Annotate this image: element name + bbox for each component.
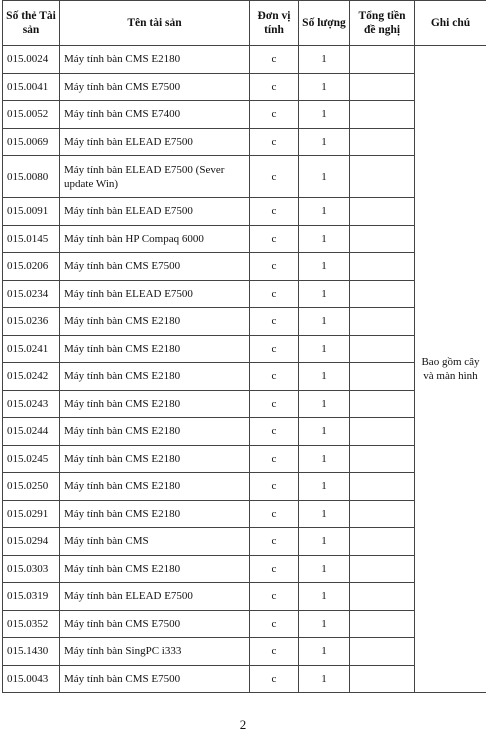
quantity-cell: 1 <box>299 128 350 156</box>
asset-name-cell: Máy tính bàn CMS E7500 <box>60 73 250 101</box>
page-number: 2 <box>239 717 247 732</box>
table-row <box>3 528 486 556</box>
quantity-cell: 1 <box>299 445 350 473</box>
quantity-cell: 1 <box>299 335 350 363</box>
asset-name-cell: Máy tính bàn CMS E7500 <box>60 610 250 638</box>
unit-cell: c <box>250 583 299 611</box>
header-note: Ghi chú <box>415 1 486 46</box>
table-row <box>3 473 486 501</box>
asset-name-cell: Máy tính bàn ELEAD E7500 <box>60 280 250 308</box>
table-row <box>3 665 486 693</box>
total-cell <box>350 308 415 336</box>
asset-code-cell: 015.0319 <box>3 583 60 611</box>
quantity-cell: 1 <box>299 46 350 74</box>
table-row <box>3 198 486 226</box>
table-row <box>3 308 486 336</box>
table-row <box>3 335 486 363</box>
table-row <box>3 156 486 198</box>
total-cell <box>350 610 415 638</box>
asset-code-cell: 015.0206 <box>3 253 60 281</box>
total-cell <box>350 253 415 281</box>
unit-cell: c <box>250 418 299 446</box>
unit-cell: c <box>250 390 299 418</box>
asset-name-cell: Máy tính bàn CMS E2180 <box>60 500 250 528</box>
unit-cell: c <box>250 73 299 101</box>
total-cell <box>350 128 415 156</box>
asset-code-cell: 015.0041 <box>3 73 60 101</box>
asset-code-cell: 015.0291 <box>3 500 60 528</box>
asset-code-cell: 015.0043 <box>3 665 60 693</box>
quantity-cell: 1 <box>299 198 350 226</box>
unit-cell: c <box>250 101 299 129</box>
asset-code-cell: 015.0091 <box>3 198 60 226</box>
asset-name-cell: Máy tính bàn CMS E2180 <box>60 555 250 583</box>
asset-code-cell: 015.0024 <box>3 46 60 74</box>
asset-name-cell: Máy tính bàn ELEAD E7500 <box>60 198 250 226</box>
asset-name-cell: Máy tính bàn CMS E2180 <box>60 418 250 446</box>
total-cell <box>350 390 415 418</box>
total-cell <box>350 418 415 446</box>
asset-name-cell: Máy tính bàn HP Compaq 6000 <box>60 225 250 253</box>
table-row <box>3 445 486 473</box>
quantity-cell: 1 <box>299 73 350 101</box>
quantity-cell: 1 <box>299 280 350 308</box>
header-asset-code: Số thẻ Tài sản <box>3 1 60 46</box>
unit-cell: c <box>250 225 299 253</box>
asset-name-cell: Máy tính bàn CMS E2180 <box>60 46 250 74</box>
asset-code-cell: 015.0303 <box>3 555 60 583</box>
table-row <box>3 225 486 253</box>
asset-code-cell: 015.0250 <box>3 473 60 501</box>
quantity-cell: 1 <box>299 610 350 638</box>
asset-name-cell: Máy tính bàn ELEAD E7500 <box>60 128 250 156</box>
unit-cell: c <box>250 528 299 556</box>
total-cell <box>350 583 415 611</box>
asset-code-cell: 015.0242 <box>3 363 60 391</box>
asset-name-cell: Máy tính bàn CMS E2180 <box>60 473 250 501</box>
unit-cell: c <box>250 128 299 156</box>
asset-table <box>2 0 486 693</box>
unit-cell: c <box>250 555 299 583</box>
table-row <box>3 128 486 156</box>
header-asset-name: Tên tài sản <box>60 1 250 46</box>
quantity-cell: 1 <box>299 500 350 528</box>
unit-cell: c <box>250 610 299 638</box>
asset-code-cell: 015.1430 <box>3 638 60 666</box>
unit-cell: c <box>250 665 299 693</box>
quantity-cell: 1 <box>299 225 350 253</box>
total-cell <box>350 445 415 473</box>
asset-code-cell: 015.0052 <box>3 101 60 129</box>
unit-cell: c <box>250 500 299 528</box>
asset-name-cell: Máy tính bàn CMS E2180 <box>60 308 250 336</box>
asset-code-cell: 015.0241 <box>3 335 60 363</box>
asset-code-cell: 015.0352 <box>3 610 60 638</box>
asset-code-cell: 015.0294 <box>3 528 60 556</box>
total-cell <box>350 363 415 391</box>
table-row <box>3 253 486 281</box>
total-cell <box>350 638 415 666</box>
asset-name-cell: Máy tính bàn CMS E2180 <box>60 335 250 363</box>
total-cell <box>350 280 415 308</box>
quantity-cell: 1 <box>299 473 350 501</box>
asset-code-cell: 015.0145 <box>3 225 60 253</box>
unit-cell: c <box>250 253 299 281</box>
total-cell <box>350 101 415 129</box>
total-cell <box>350 46 415 74</box>
total-cell <box>350 73 415 101</box>
asset-code-cell: 015.0069 <box>3 128 60 156</box>
total-cell <box>350 156 415 198</box>
table-row <box>3 610 486 638</box>
quantity-cell: 1 <box>299 156 350 198</box>
asset-code-cell: 015.0244 <box>3 418 60 446</box>
asset-name-cell: Máy tính bàn SingPC i333 <box>60 638 250 666</box>
quantity-cell: 1 <box>299 101 350 129</box>
quantity-cell: 1 <box>299 418 350 446</box>
asset-name-cell: Máy tính bàn ELEAD E7500 (Sever update Win) <box>60 156 250 198</box>
unit-cell: c <box>250 156 299 198</box>
table-row <box>3 101 486 129</box>
quantity-cell: 1 <box>299 308 350 336</box>
asset-name-cell: Máy tính bàn CMS <box>60 528 250 556</box>
total-cell <box>350 500 415 528</box>
note-cell: Bao gồm cây và màn hình <box>415 46 486 693</box>
table-row <box>3 46 486 74</box>
quantity-cell: 1 <box>299 528 350 556</box>
total-cell <box>350 665 415 693</box>
table-row <box>3 390 486 418</box>
quantity-cell: 1 <box>299 555 350 583</box>
quantity-cell: 1 <box>299 665 350 693</box>
total-cell <box>350 473 415 501</box>
asset-code-cell: 015.0243 <box>3 390 60 418</box>
unit-cell: c <box>250 363 299 391</box>
asset-name-cell: Máy tính bàn CMS E7500 <box>60 665 250 693</box>
unit-cell: c <box>250 335 299 363</box>
unit-cell: c <box>250 198 299 226</box>
table-row <box>3 363 486 391</box>
asset-code-cell: 015.0080 <box>3 156 60 198</box>
header-total: Tổng tiền đề nghị <box>350 1 415 46</box>
total-cell <box>350 225 415 253</box>
unit-cell: c <box>250 638 299 666</box>
asset-code-cell: 015.0234 <box>3 280 60 308</box>
table-row <box>3 638 486 666</box>
header-unit: Đơn vị tính <box>250 1 299 46</box>
asset-name-cell: Máy tính bàn CMS E2180 <box>60 390 250 418</box>
header-quantity: Số lượng <box>299 1 350 46</box>
asset-code-cell: 015.0236 <box>3 308 60 336</box>
unit-cell: c <box>250 46 299 74</box>
total-cell <box>350 555 415 583</box>
total-cell <box>350 528 415 556</box>
asset-name-cell: Máy tính bàn CMS E7500 <box>60 253 250 281</box>
quantity-cell: 1 <box>299 583 350 611</box>
quantity-cell: 1 <box>299 363 350 391</box>
asset-name-cell: Máy tính bàn ELEAD E7500 <box>60 583 250 611</box>
unit-cell: c <box>250 473 299 501</box>
asset-name-cell: Máy tính bàn CMS E7400 <box>60 101 250 129</box>
table-header-row <box>3 1 486 46</box>
unit-cell: c <box>250 445 299 473</box>
table-body <box>3 46 486 693</box>
asset-name-cell: Máy tính bàn CMS E2180 <box>60 445 250 473</box>
unit-cell: c <box>250 280 299 308</box>
table-row <box>3 280 486 308</box>
asset-name-cell: Máy tính bàn CMS E2180 <box>60 363 250 391</box>
table-row <box>3 500 486 528</box>
quantity-cell: 1 <box>299 390 350 418</box>
table-row <box>3 73 486 101</box>
quantity-cell: 1 <box>299 253 350 281</box>
asset-code-cell: 015.0245 <box>3 445 60 473</box>
table-row <box>3 583 486 611</box>
unit-cell: c <box>250 308 299 336</box>
total-cell <box>350 198 415 226</box>
quantity-cell: 1 <box>299 638 350 666</box>
table-row <box>3 418 486 446</box>
table-row <box>3 555 486 583</box>
total-cell <box>350 335 415 363</box>
